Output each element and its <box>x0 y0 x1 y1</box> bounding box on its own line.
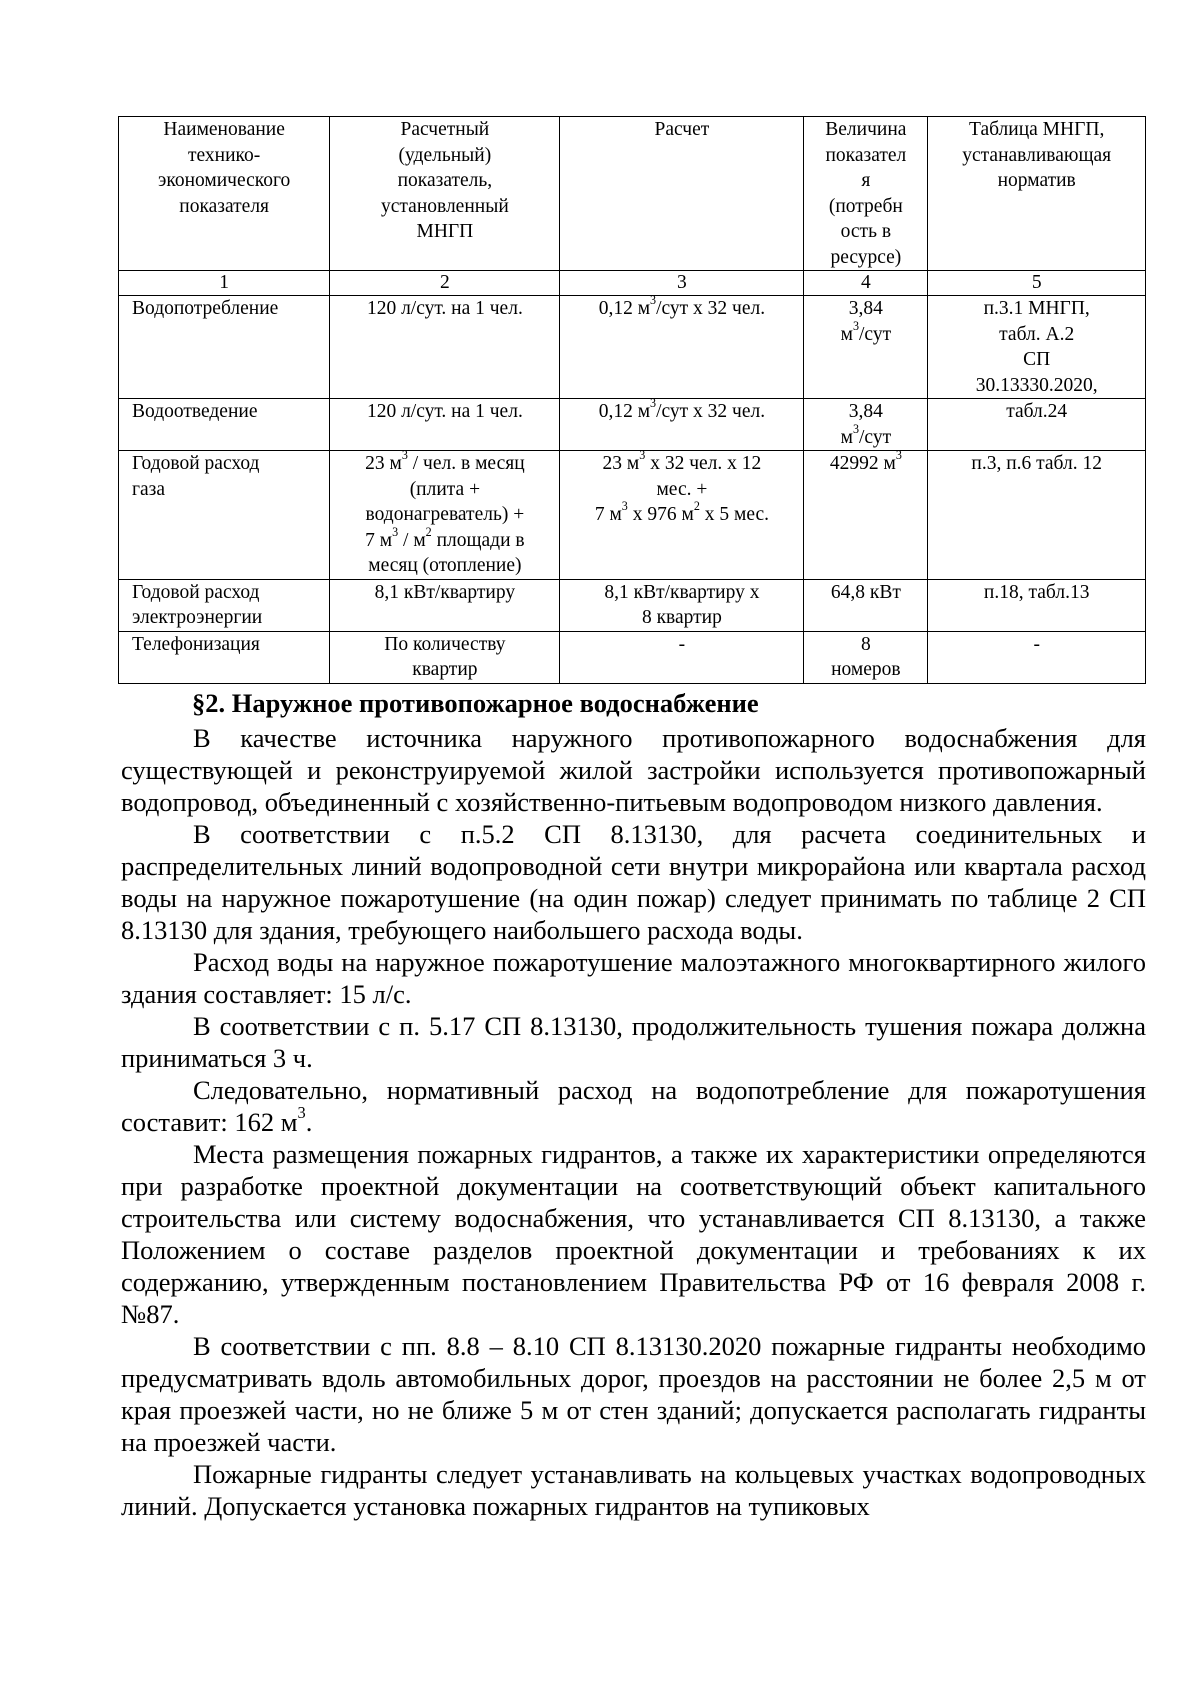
indicator-name-cell-line: электроэнергии <box>132 607 263 628</box>
value-cell-line: номеров <box>831 659 901 680</box>
indicator-name-cell <box>119 296 330 399</box>
norm-reference-cell-line: 30.13330.2020, <box>975 374 1098 396</box>
column-number: 1 <box>119 271 330 296</box>
calculation-cell-line: - <box>678 633 686 655</box>
calculation-cell <box>560 396 804 451</box>
norm-reference-cell-line: - <box>1033 633 1040 655</box>
unit-rate-cell-line: 120 л/сут. на 1 чел. <box>366 298 523 319</box>
column-number: 5 <box>928 271 1146 296</box>
unit-rate-cell-line: 7 $м^3 / м^2$ площади в <box>365 524 525 551</box>
header-cell-5-line: Таблица МНГП, <box>969 119 1105 140</box>
section-body <box>121 722 1146 1522</box>
indicator-name-cell-line: Годовой расход <box>132 453 260 474</box>
indicator-name-cell-line: газа <box>132 478 166 500</box>
unit-rate-cell <box>330 631 560 683</box>
calculation-cell-line: 8,1 кВт/квартиру х <box>604 581 760 603</box>
header-cell-1-line: экономического <box>157 170 291 191</box>
unit-rate-cell-line: квартир <box>412 659 478 680</box>
value-cell-line: 3,84 <box>848 401 883 422</box>
paragraph: В соответствии с пп. 8.8 – 8.10 СП 8.13130.2020 пожарные гидранты необходимо предусматривать вдоль автомобильных дорог, проездов на расстоянии не более 2,5 м от края проезжей части, но не ближе 5 м от стен зданий; допускается располагать гидранты на проезжей части. <box>121 1331 1146 1457</box>
header-cell-5-line: норматив <box>997 170 1076 191</box>
header-cell-4-line: ресурсе) <box>830 246 902 268</box>
header-cell-1-line: Наименование <box>163 119 285 140</box>
column-number: 4 <box>804 271 928 296</box>
header-cell-4-line: я <box>861 170 871 191</box>
norm-reference-cell <box>928 451 1146 580</box>
paragraph: Пожарные гидранты следует устанавливать на кольцевых участках водопроводных линий. Допускается установка пожарных гидрантов на тупиковых <box>121 1459 1146 1521</box>
indicator-name-cell-line: Годовой расход <box>132 581 260 603</box>
value-cell <box>804 631 928 683</box>
header-cell-5-line: устанавливающая <box>962 144 1112 166</box>
calculation-cell <box>560 579 804 631</box>
norm-reference-cell <box>928 296 1146 399</box>
header-cell-2-line: установленный <box>381 195 509 217</box>
header-cell-5 <box>928 117 1146 271</box>
table-row <box>119 631 1146 683</box>
indicator-name-cell <box>119 579 330 631</box>
calculation-cell <box>560 448 804 580</box>
unit-rate-cell-line: (плита + <box>409 478 481 500</box>
header-cell-2-line: МНГП <box>416 221 474 242</box>
unit-rate-cell-line: 23 $м^3$ / чел. в месяц <box>365 448 525 474</box>
value-cell <box>804 296 928 399</box>
column-number: 3 <box>560 271 804 296</box>
table-row <box>119 399 1146 451</box>
indicator-name-cell <box>119 399 330 451</box>
table-header-row <box>119 117 1146 271</box>
norm-reference-cell-line: п.3.1 МНГП, <box>983 298 1090 319</box>
header-cell-4-line: Величина <box>825 119 907 140</box>
calculation-cell-line: 0,12 $м^3$/сут х 32 чел. <box>598 396 766 422</box>
header-cell-2-line: Расчетный <box>400 119 490 140</box>
table-row <box>119 451 1146 580</box>
calculation-cell-line: 8 квартир <box>641 607 722 628</box>
indicator-name-cell <box>119 631 330 683</box>
calculation-cell-line: 7 $м^3$ х 976 $м^2$ х 5 мес. <box>594 499 769 525</box>
norm-reference-cell-line: табл. А.2 <box>999 323 1075 345</box>
header-cell-2 <box>330 117 560 271</box>
value-cell <box>804 448 928 580</box>
calculation-cell <box>560 293 804 399</box>
unit-rate-cell-line: 8,1 кВт/квартиру <box>374 581 516 603</box>
header-cell-4 <box>804 117 928 271</box>
value-cell <box>804 579 928 631</box>
unit-rate-cell <box>330 296 560 399</box>
indicator-name-cell-line: Водоотведение <box>132 401 258 422</box>
norm-reference-cell-line: п.3, п.6 табл. 12 <box>971 453 1102 474</box>
norm-reference-cell <box>928 579 1146 631</box>
paragraph: В качестве источника наружного противопожарного водоснабжения для существующей и реконструируемой жилой застройки используется противопожарный водопровод, объединенный с хозяйственно-питьевым водопроводом низкого давления. <box>121 723 1146 817</box>
norm-reference-cell <box>928 631 1146 683</box>
column-number-row <box>119 271 1146 296</box>
header-cell-4-line: ость в <box>840 221 892 242</box>
paragraph: Места размещения пожарных гидрантов, а также их характеристики определяются при разработке проектной документации на соответствующий объект капитального строительства или систему водоснабжения, что устанавливается СП 8.13130, а также Положением о составе разделов проектной документации и требованиях к их содержанию, утвержденным постановлением Правительства РФ от 16 февраля 2008 г. №87. <box>121 1139 1146 1329</box>
header-cell-1 <box>119 117 330 271</box>
indicators-table <box>118 116 1146 684</box>
value-cell-line: 42992 $м^3$ <box>829 448 902 474</box>
value-cell-line: 64,8 кВт <box>830 581 901 603</box>
calculation-cell-line: мес. + <box>656 478 708 500</box>
calculation-cell-line: 0,12 $м^3$/сут х 32 чел. <box>598 293 766 319</box>
value-cell-line: $м^3$/сут <box>840 421 892 448</box>
table-row <box>119 296 1146 399</box>
norm-reference-cell-line: табл.24 <box>1006 401 1068 422</box>
indicator-name-cell-line: Телефонизация <box>132 633 260 655</box>
unit-rate-cell-line: По количеству <box>384 633 506 655</box>
header-cell-2-line: (удельный) <box>398 144 492 166</box>
section-heading: §2. Наружное противопожарное водоснабжение <box>192 688 759 718</box>
value-cell <box>804 399 928 451</box>
norm-reference-cell-line: СП <box>1023 349 1051 370</box>
unit-rate-cell <box>330 399 560 451</box>
unit-rate-cell-line: месяц (отопление) <box>368 555 522 576</box>
unit-rate-cell-line: водонагреватель) + <box>365 504 525 525</box>
header-cell-1-line: показателя <box>179 195 270 217</box>
unit-rate-cell <box>330 579 560 631</box>
column-number: 2 <box>330 271 560 296</box>
value-cell-line: $м^3$/сут <box>840 318 892 345</box>
header-cell-3 <box>560 117 804 271</box>
header-cell-4-line: показател <box>825 144 907 166</box>
paragraph: В соответствии с п. 5.17 СП 8.13130, продолжительность тушения пожара должна приниматься 3 ч. <box>121 1011 1146 1073</box>
header-cell-1-line: технико- <box>188 144 261 166</box>
header-cell-2-line: показатель, <box>397 170 493 191</box>
calculation-cell <box>560 631 804 683</box>
indicator-name-cell <box>119 451 330 580</box>
header-cell-3-line: Расчет <box>654 119 710 140</box>
norm-reference-cell <box>928 399 1146 451</box>
norm-reference-cell-line: п.18, табл.13 <box>983 581 1090 603</box>
value-cell-line: 3,84 <box>848 298 883 319</box>
header-cell-4-line: (потребн <box>828 195 903 217</box>
calculation-cell-line: 23 $м^3$ х 32 чел. х 12 <box>602 448 762 474</box>
unit-rate-cell-line: 120 л/сут. на 1 чел. <box>366 401 523 422</box>
table-row <box>119 579 1146 631</box>
paragraph: В соответствии с п.5.2 СП 8.13130, для расчета соединительных и распределительных линий водопроводной сети внутри микрорайона или квартала расход воды на наружное пожаротушение (на один пожар) следует принимать по таблице 2 СП 8.13130 для здания, требующего наибольшего расхода воды. <box>121 819 1146 945</box>
indicator-name-cell-line: Водопотребление <box>132 298 279 319</box>
paragraph: Расход воды на наружное пожаротушение малоэтажного многоквартирного жилого здания составляет: 15 л/с. <box>121 947 1146 1009</box>
value-cell-line: 8 <box>860 633 871 655</box>
unit-rate-cell <box>330 448 560 580</box>
paragraph: Следовательно, нормативный расход на водопотребление для пожаротушения составит: 162 $м^3$. <box>121 1075 1146 1137</box>
